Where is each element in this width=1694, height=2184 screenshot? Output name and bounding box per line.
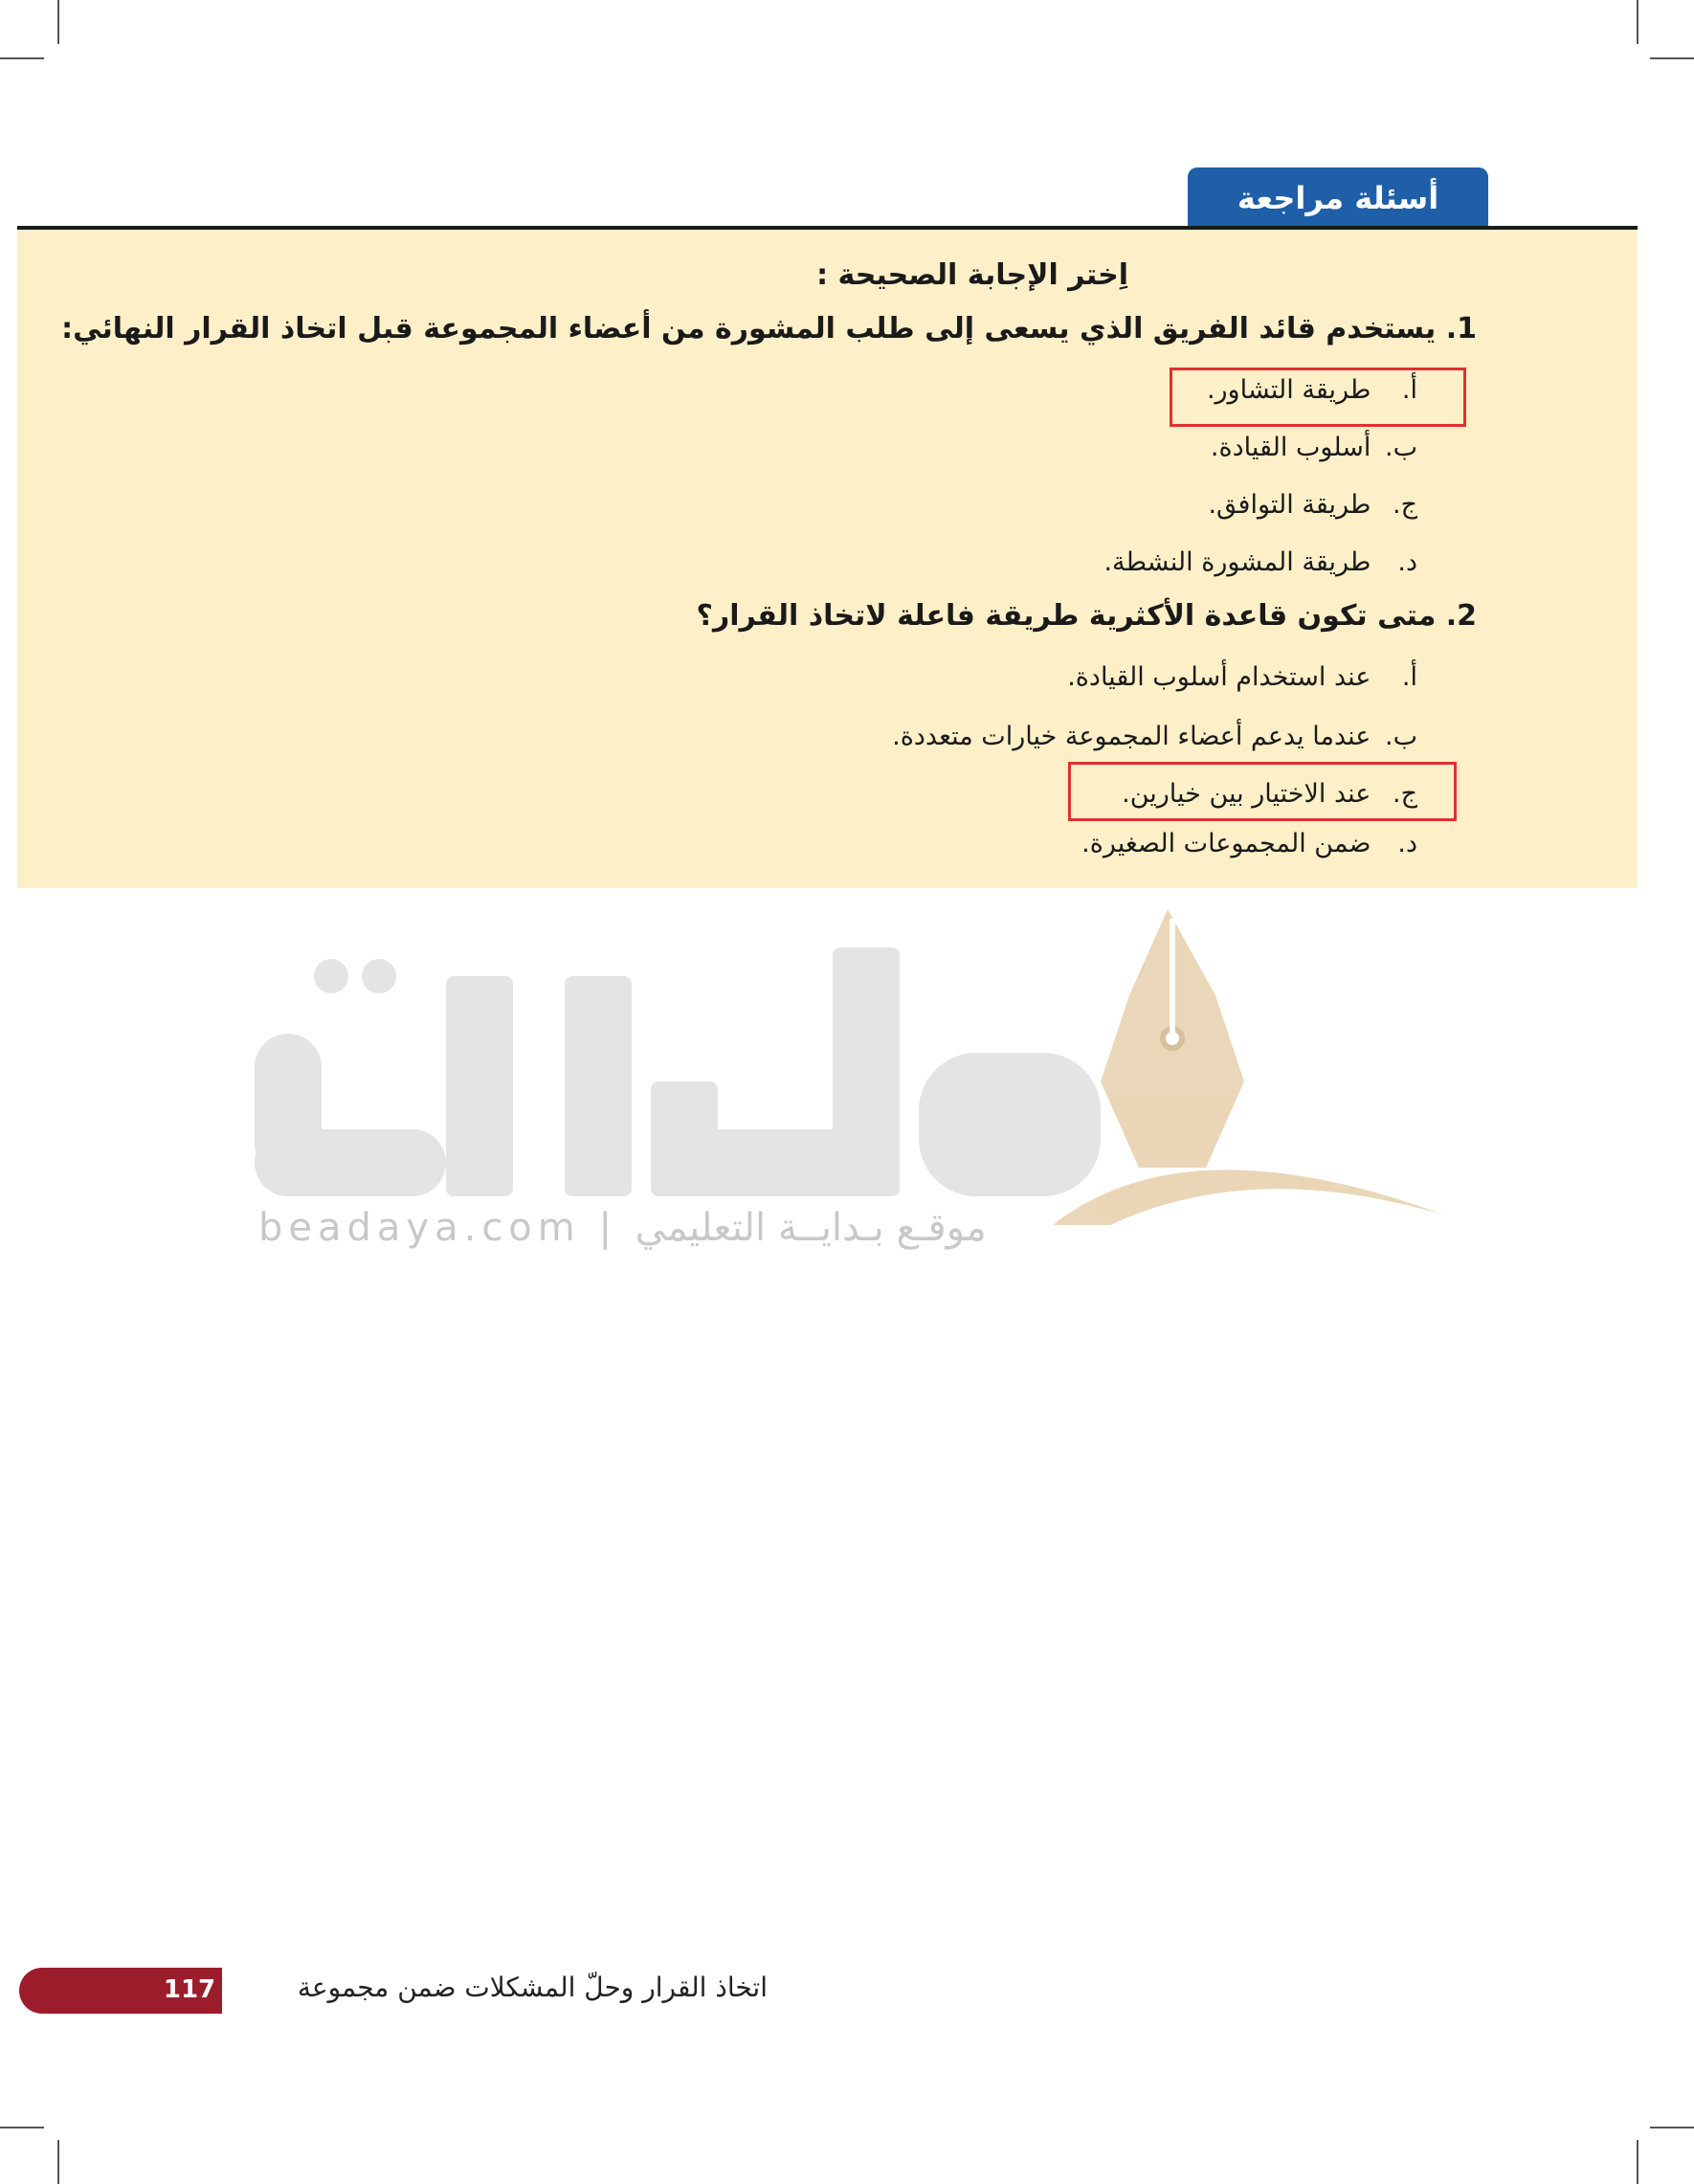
option-letter: ب. — [1384, 433, 1417, 462]
option-text: عند استخدام أسلوب القيادة. — [1067, 662, 1371, 692]
watermark-logo — [249, 909, 1445, 1254]
option-letter: د. — [1397, 829, 1417, 858]
crop-mark — [1637, 0, 1638, 44]
q2-answer-highlight — [1068, 762, 1457, 821]
option-letter: ج. — [1392, 490, 1417, 520]
crop-mark — [1650, 2127, 1694, 2128]
option-text: عند الاختيار بين خيارين. — [1122, 779, 1371, 809]
crop-mark — [57, 0, 59, 44]
q2-option-a[interactable] — [1067, 658, 1417, 697]
question-panel — [17, 230, 1638, 888]
chapter-title: اتخاذ القرار وحلّ المشكلات ضمن مجموعة — [297, 1972, 768, 2003]
option-letter: ج. — [1392, 779, 1417, 809]
q1-option-b[interactable] — [1211, 429, 1417, 467]
question-1-stem: 1. يستخدم قائد الفريق الذي يسعى إلى طلب المشورة من أعضاء المجموعة قبل اتخاذ القرار النهائي: — [61, 312, 1477, 345]
option-text: أسلوب القيادة. — [1210, 433, 1371, 462]
option-letter: د. — [1397, 547, 1417, 577]
option-letter: أ. — [1401, 375, 1417, 405]
option-text: عندما يدعم أعضاء المجموعة خيارات متعددة. — [892, 722, 1371, 751]
option-text: ضمن المجموعات الصغيرة. — [1081, 829, 1371, 858]
option-letter: أ. — [1401, 662, 1417, 692]
watermark-caption: beadaya.com | موقـع بـدايــة التعليمي — [258, 1206, 987, 1250]
crop-mark — [0, 2127, 44, 2128]
q1-option-d[interactable] — [1103, 544, 1417, 582]
crop-mark — [1637, 2140, 1638, 2184]
q2-option-b[interactable] — [892, 718, 1417, 756]
option-letter: ب. — [1384, 722, 1417, 751]
q2-option-d[interactable] — [1081, 825, 1417, 863]
crop-mark — [57, 2140, 59, 2184]
instruction: اِختر الإجابة الصحيحة : — [816, 258, 1128, 292]
q1-answer-highlight — [1170, 368, 1466, 427]
page-number: 117 — [163, 1975, 216, 2004]
question-2-stem: 2. متى تكون قاعدة الأكثرية طريقة فاعلة لاتخاذ القرار؟ — [696, 599, 1477, 633]
option-text: طريقة التوافق. — [1208, 490, 1371, 520]
option-text: طريقة التشاور. — [1206, 375, 1371, 405]
crop-mark — [0, 57, 44, 59]
q1-option-c[interactable] — [1208, 486, 1417, 524]
section-tab: أسئلة مراجعة — [1188, 167, 1488, 229]
crop-mark — [1650, 57, 1694, 59]
option-text: طريقة المشورة النشطة. — [1103, 547, 1371, 577]
